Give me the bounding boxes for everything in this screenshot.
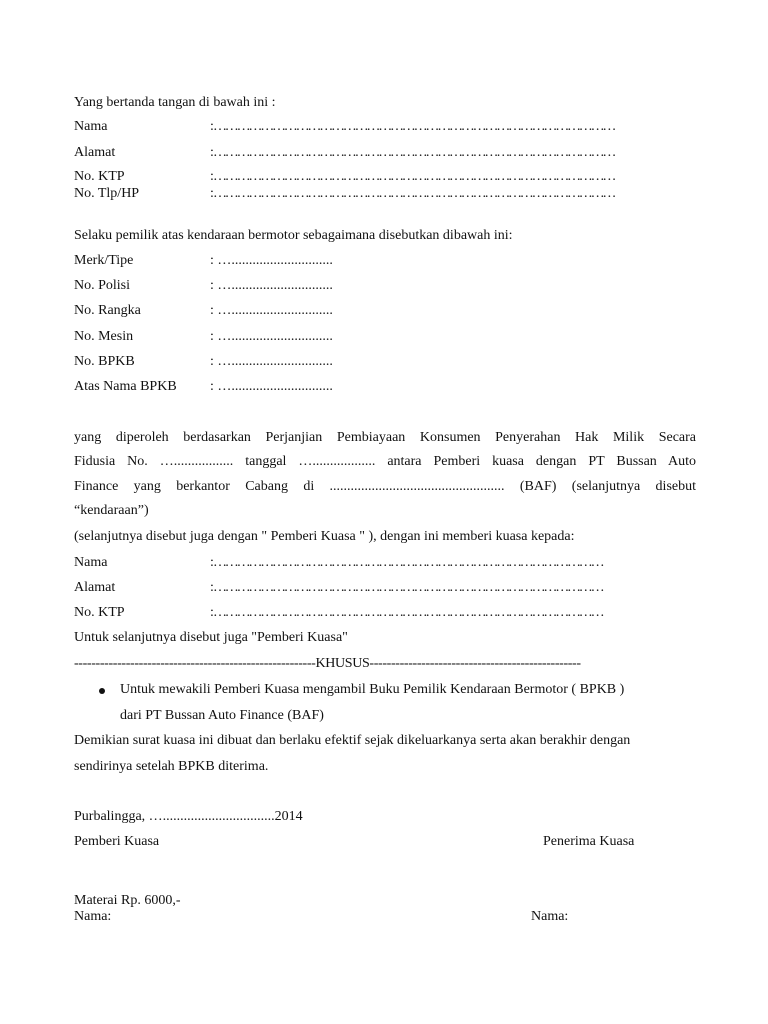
vehicle-rangka-label: No. Rangka — [74, 303, 141, 318]
materai-text: Materai Rp. 6000,- — [74, 893, 181, 908]
vehicle-merk-label: Merk/Tipe — [74, 253, 134, 268]
vehicle-atasnama-label: Atas Nama BPKB — [74, 379, 177, 394]
vehicle-rangka-blank: : …............................. — [210, 303, 333, 318]
holder-nama-label: Nama — [74, 119, 108, 134]
vehicle-mesin-label: No. Mesin — [74, 329, 134, 344]
holder-ktp-blank: : ………………………………………………………………………………………… — [210, 169, 615, 184]
recipient-ktp-label: No. KTP — [74, 605, 125, 620]
khusus-divider: --------------------------------------------------------KHUSUS------------------------------------------------- — [74, 656, 581, 671]
signature-receiver-label: Penerima Kuasa — [543, 834, 635, 849]
holder-alamat-blank: : ………………………………………………………………………………………… — [210, 145, 615, 160]
recipient-note: Untuk selanjutnya disebut juga "Pemberi Kuasa" — [74, 630, 348, 645]
vehicle-merk-blank: : …............................. — [210, 253, 333, 268]
holder-nama-blank: : ………………………………………………………………………………………… — [210, 119, 615, 134]
place-date: Purbalingga, …................................2014 — [74, 809, 303, 824]
holder-tlp-label: No. Tlp/HP — [74, 186, 140, 201]
recipient-alamat-blank: : ……………………………………………………………………………………… — [210, 580, 603, 595]
vehicle-bpkb-blank: : …............................. — [210, 354, 333, 369]
holder-ktp-label: No. KTP — [74, 169, 125, 184]
paragraph-line-5: (selanjutnya disebut juga dengan " Pemberi Kuasa " ), dengan ini memberi kuasa kepada: — [74, 529, 575, 544]
bullet-dot-icon — [99, 688, 105, 694]
bullet-line-1: Untuk mewakili Pemberi Kuasa mengambil Buku Pemilik Kendaraan Bermotor ( BPKB ) — [120, 682, 625, 697]
paragraph-line-4: “kendaraan”) — [74, 503, 149, 518]
recipient-nama-blank: : ……………………………………………………………………………………… — [210, 555, 603, 570]
vehicle-polisi-label: No. Polisi — [74, 278, 131, 293]
holder-tlp-blank: : ………………………………………………………………………………………… — [210, 186, 615, 201]
paragraph-line-1: yang diperoleh berdasarkan Perjanjian Pembiayaan Konsumen Penyerahan Hak Milik Secara — [74, 430, 696, 445]
holder-alamat-label: Alamat — [74, 145, 116, 160]
recipient-alamat-label: Alamat — [74, 580, 116, 595]
paragraph-line-3: Finance yang berkantor Cabang di .................................................. (BAF) (selanjutnya disebut — [74, 479, 696, 494]
paragraph-line-2: Fidusia No. …................. tanggal ….................. antara Pemberi kuasa dengan PT Bussan Auto — [74, 454, 696, 469]
vehicle-polisi-blank: : …............................. — [210, 278, 333, 293]
signature-giver-name: Nama: — [74, 909, 112, 924]
bullet-line-2: dari PT Bussan Auto Finance (BAF) — [120, 708, 324, 723]
signature-giver-label: Pemberi Kuasa — [74, 834, 160, 849]
recipient-ktp-blank: : ……………………………………………………………………………………… — [210, 605, 603, 620]
vehicle-intro-text: Selaku pemilik atas kendaraan bermotor sebagaimana disebutkan dibawah ini: — [74, 228, 513, 243]
closing-line-1: Demikian surat kuasa ini dibuat dan berlaku efektif sejak dikeluarkanya serta akan berakhir dengan — [74, 733, 631, 748]
closing-line-2: sendirinya setelah BPKB diterima. — [74, 759, 269, 774]
vehicle-mesin-blank: : …............................. — [210, 329, 333, 344]
signature-receiver-name: Nama: — [531, 909, 569, 924]
recipient-nama-label: Nama — [74, 555, 108, 570]
vehicle-atasnama-blank: : …............................. — [210, 379, 333, 394]
vehicle-bpkb-label: No. BPKB — [74, 354, 135, 369]
intro-text: Yang bertanda tangan di bawah ini : — [74, 95, 276, 110]
